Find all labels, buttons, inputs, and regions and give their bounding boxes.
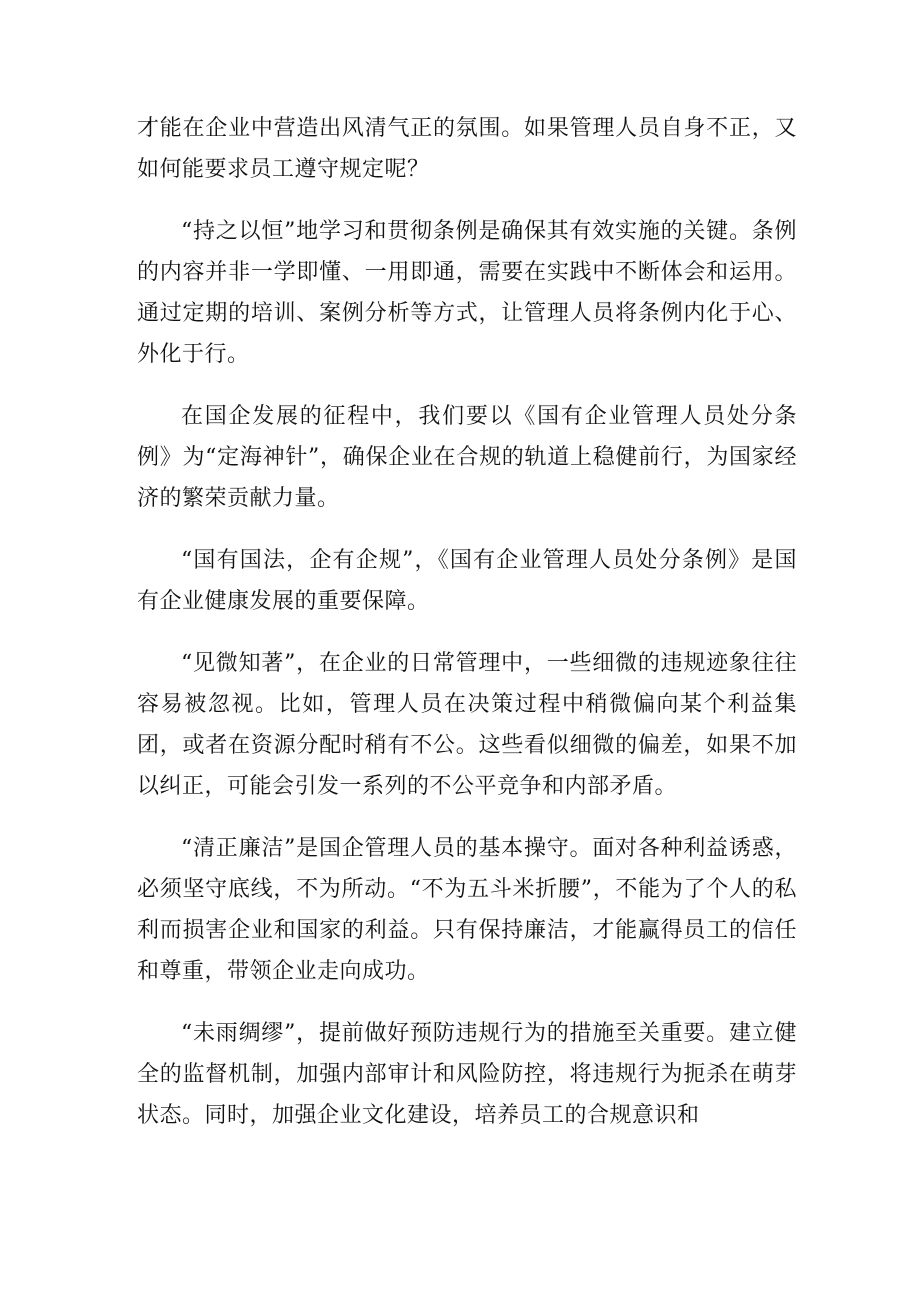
paragraph-2: “持之以恒”地学习和贯彻条例是确保其有效实施的关键。条例的内容并非一学即懂、一用即通，需要在实践中不断体会和运用。通过定期的培训、案例分析等方式，让管理人员将条例内化于心、外化于行。 [137, 219, 797, 367]
paragraph-5: “见微知著”，在企业的日常管理中，一些细微的违规迹象往往容易被忽视。比如，管理人员在决策过程中稍微偏向某个利益集团，或者在资源分配时稍有不公。这些看似细微的偏差，如果不加以纠正，可能会引发一系列的不公平竞争和内部矛盾。 [137, 651, 797, 799]
paragraph-3: 在国企发展的征程中，我们要以《国有企业管理人员处分条例》为“定海神针”，确保企业在合规的轨道上稳健前行，为国家经济的繁荣贡献力量。 [137, 404, 797, 511]
paragraph-6: “清正廉洁”是国企管理人员的基本操守。面对各种利益诱惑，必须坚守底线，不为所动。“不为五斗米折腰”，不能为了个人的私利而损害企业和国家的利益。只有保持廉洁，才能赢得员工的信任和尊重，带领企业走向成功。 [137, 836, 797, 984]
document-body [137, 108, 797, 1157]
paragraph-7: “未雨绸缪”，提前做好预防违规行为的措施至关重要。建立健全的监督机制，加强内部审计和风险防控，将违规行为扼杀在萌芽状态。同时，加强企业文化建设，培养员工的合规意识和 [137, 1021, 797, 1128]
paragraph-1: 才能在企业中营造出风清气正的氛围。如果管理人员自身不正，又如何能要求员工遵守规定呢？ [137, 116, 797, 182]
paragraph-4: “国有国法，企有企规”，《国有企业管理人员处分条例》是国有企业健康发展的重要保障。 [137, 548, 797, 614]
